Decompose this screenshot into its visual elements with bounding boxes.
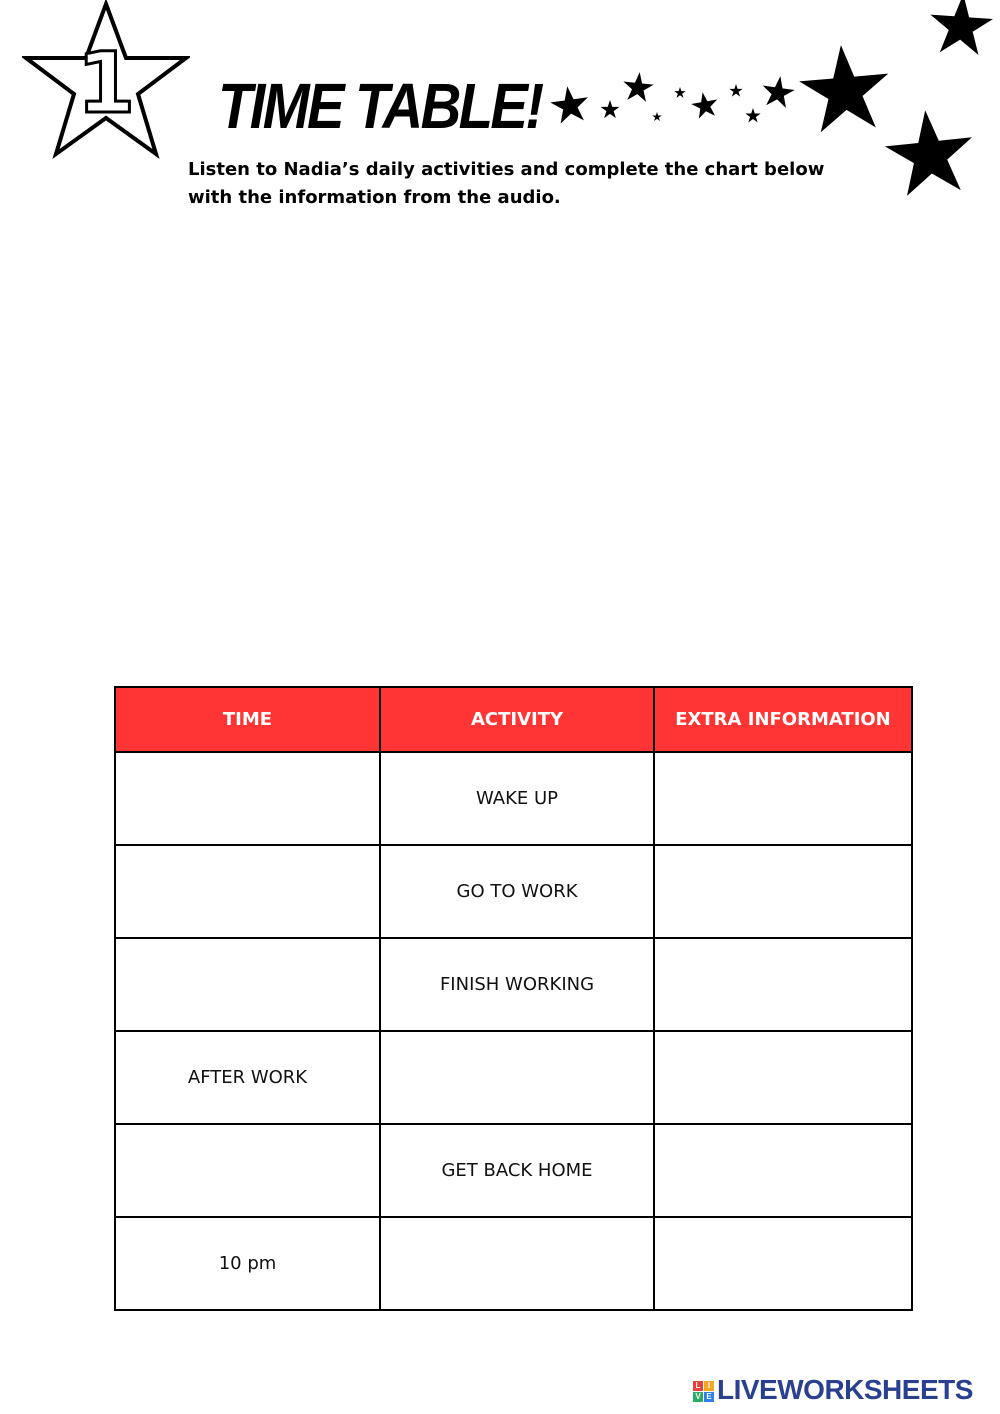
activity-cell: GO TO WORK <box>380 845 654 938</box>
table-row <box>115 1031 912 1124</box>
activity-cell: FINISH WORKING <box>380 938 654 1031</box>
time-cell[interactable] <box>115 938 380 1031</box>
logo-letter: I <box>704 1381 714 1391</box>
time-cell: AFTER WORK <box>115 1031 380 1124</box>
star-icon <box>622 70 655 102</box>
logo-letter: V <box>693 1392 703 1402</box>
star-icon <box>600 100 619 118</box>
header-extra-information: EXTRA INFORMATION <box>654 687 912 752</box>
time-table <box>114 686 913 1311</box>
instructions <box>188 156 848 212</box>
table-row <box>115 1217 912 1310</box>
activity-cell[interactable] <box>380 1217 654 1310</box>
star-icon <box>882 106 978 198</box>
instructions-line: with the information from the audio. <box>188 187 561 208</box>
table-row <box>115 1124 912 1217</box>
logo-letter: L <box>693 1381 703 1391</box>
extra-information-cell[interactable] <box>654 752 912 845</box>
extra-information-cell[interactable] <box>654 1031 912 1124</box>
star-icon <box>652 112 662 121</box>
star-icon <box>689 90 720 120</box>
page-title: TIME TABLE! <box>218 70 542 142</box>
star-icon <box>745 108 760 122</box>
extra-information-cell[interactable] <box>654 845 912 938</box>
extra-information-cell[interactable] <box>654 938 912 1031</box>
star-icon <box>674 87 685 98</box>
star-icon <box>928 0 995 56</box>
star-icon <box>760 74 796 109</box>
extra-information-cell[interactable] <box>654 1217 912 1310</box>
time-cell: 10 pm <box>115 1217 380 1310</box>
exercise-number: 1 <box>76 34 136 132</box>
header-activity: ACTIVITY <box>380 687 654 752</box>
star-icon <box>796 41 892 133</box>
table-row <box>115 938 912 1031</box>
liveworksheets-logo-icon <box>693 1381 714 1402</box>
activity-cell: WAKE UP <box>380 752 654 845</box>
table-row <box>115 752 912 845</box>
star-icon <box>548 84 591 125</box>
activity-cell[interactable] <box>380 1031 654 1124</box>
star-icon <box>729 84 742 97</box>
logo-letter: E <box>704 1392 714 1402</box>
activity-cell: GET BACK HOME <box>380 1124 654 1217</box>
liveworksheets-brand[interactable] <box>693 1374 973 1406</box>
instructions-line: Listen to Nadia’s daily activities and complete the chart below <box>188 159 825 180</box>
header-time: TIME <box>115 687 380 752</box>
time-cell[interactable] <box>115 752 380 845</box>
time-cell[interactable] <box>115 845 380 938</box>
brand-name: LIVEWORKSHEETS <box>717 1374 973 1405</box>
table-row <box>115 845 912 938</box>
extra-information-cell[interactable] <box>654 1124 912 1217</box>
time-cell[interactable] <box>115 1124 380 1217</box>
table-header-row <box>115 687 912 752</box>
